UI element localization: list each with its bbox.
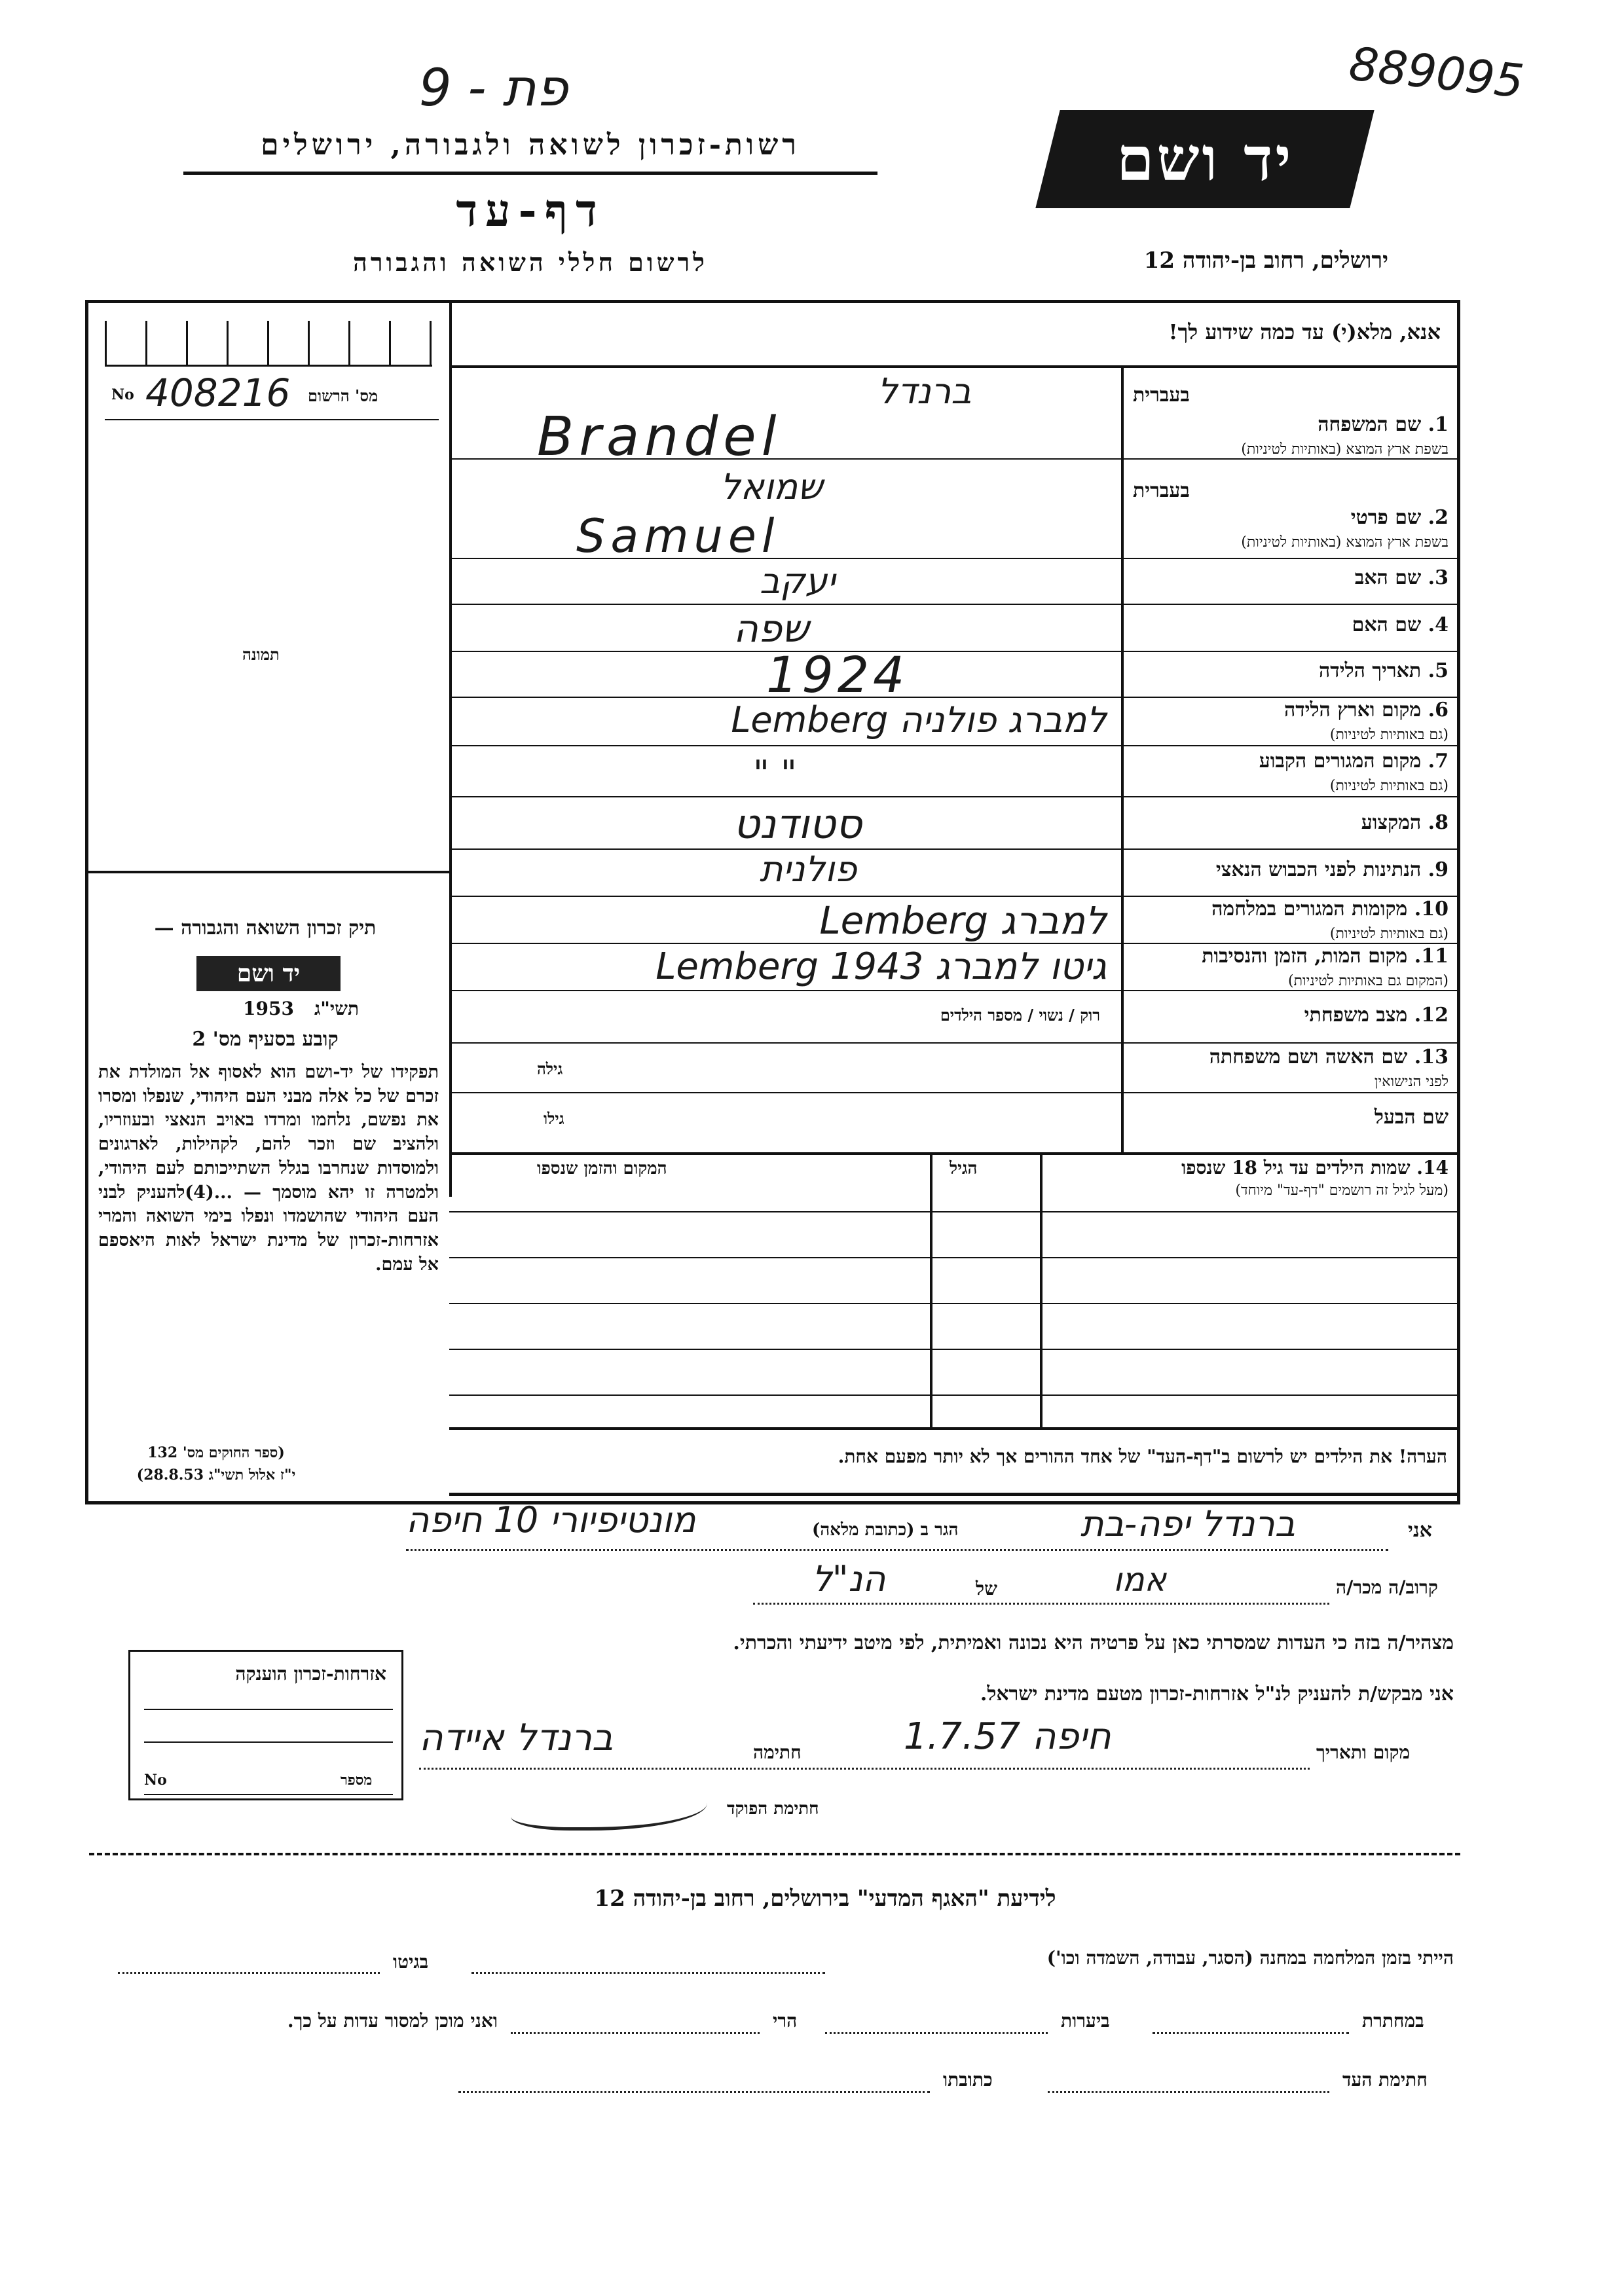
signature-label: חתימה xyxy=(753,1741,802,1763)
footer-line1-dots-a xyxy=(471,1972,825,1974)
sidebar-logo-text: יד ושם xyxy=(236,960,301,987)
declaration-relation[interactable]: אמו xyxy=(1113,1561,1167,1599)
footer-line2-dots-a xyxy=(1153,2032,1349,2034)
footer-mountains: הרי xyxy=(773,2010,798,2032)
instructions: אנא, מלא(י) עד כמה שידוע לך! xyxy=(1168,319,1441,344)
signature-dots xyxy=(419,1768,1310,1770)
yad-vashem-logo xyxy=(1035,110,1374,208)
sidebar-law-source-1: (ספר החוקים מס' 132 xyxy=(147,1444,285,1461)
children-table-bottom xyxy=(449,1427,1460,1430)
field-11-title: מקום המות, הזמן והנסיבות xyxy=(1202,945,1408,968)
husband-label: שם הבעל xyxy=(1374,1106,1449,1129)
instructions-underline xyxy=(449,365,1460,368)
row-sep-9 xyxy=(449,896,1460,897)
clerk-signature-scribble xyxy=(511,1785,707,1831)
field-7-value[interactable]: " " xyxy=(753,753,797,794)
citizenship-box-number-label: מספר xyxy=(341,1772,373,1789)
field-2-title: שם פרטי xyxy=(1350,506,1422,529)
field-13-sub: לפני הנישואין xyxy=(1374,1073,1449,1090)
field-7-num: 7. xyxy=(1428,750,1449,773)
children-col-place: המקום והזמן שנספו xyxy=(537,1159,667,1178)
footer-address-label: כתובתו xyxy=(943,2069,993,2090)
field-13-title: שם האשה ושם משפחתה xyxy=(1209,1046,1408,1068)
field-5-title: תאריך הלידה xyxy=(1319,659,1422,682)
field-14-sub: (מעל לגיל זה רושמים "דף-עד" מיוחד) xyxy=(1235,1182,1449,1199)
field-6-label xyxy=(1126,699,1449,744)
institution-address: ירושלים, רחוב בן-יהודה 12 xyxy=(1143,247,1388,274)
field-11-num: 11. xyxy=(1414,945,1449,968)
field-11-value[interactable]: גיטו למברג 1943 Lemberg xyxy=(655,945,1107,988)
children-line-1 xyxy=(449,1257,1460,1258)
field-13-num: 13. xyxy=(1414,1046,1449,1068)
field-6-sub: (גם באותיות לטיניות) xyxy=(1329,726,1449,743)
field-9-label xyxy=(1126,859,1449,882)
footer-line2-dots-c xyxy=(511,2032,760,2034)
footer-line3-dots-a xyxy=(1048,2091,1329,2093)
field-9-title: הנתינות לפני הכבוש הנאצי xyxy=(1215,858,1422,881)
field-5-label xyxy=(1126,660,1449,683)
sidebar-logo xyxy=(196,956,341,991)
field-7-sub: (גם באותיות לטיניות) xyxy=(1329,777,1449,794)
form-title: דף-עד xyxy=(456,185,605,237)
declaration-line2-label: קרוב/ה מכר/ה xyxy=(1336,1576,1438,1598)
footer-willing: ואני מוכן למסור עדות על כך. xyxy=(287,2010,498,2032)
authority-name: רשות-זכרון לשואה ולגבורה, ירושלים xyxy=(261,128,800,162)
children-note: הערה! את הילדים יש לרשום ב"דף-העד" של אחד ההורים אך לא יותר מפעם אחת. xyxy=(838,1446,1447,1467)
declaration-line1-label: אני xyxy=(1408,1519,1432,1542)
hebrew-tag-2: בעברית xyxy=(1133,479,1190,502)
declaration-line2-of: של xyxy=(976,1578,997,1599)
footer-title: לידיעת "האגף המדעי" בירושלים, רחוב בן-יהודה 12 xyxy=(594,1886,1056,1912)
logo-text: יד ושם xyxy=(1116,124,1294,194)
clerk-signature-label: חתימת הפוקד xyxy=(727,1799,819,1819)
field-1-value-latin[interactable]: Brandel xyxy=(537,406,782,468)
field-12-title: מצב משפחתי xyxy=(1304,1004,1408,1027)
registration-underline xyxy=(105,419,439,420)
footer-line1-dots-b xyxy=(118,1972,380,1974)
field-2-num: 2. xyxy=(1428,506,1449,529)
field-10-title: מקומות המגורים במלחמה xyxy=(1211,898,1408,920)
sidebar-law-text: תפקידו של יד-ושם הוא לאסוף אל המולדת את זכרם של כל אלה מבני העם היהודי, שנפלו ומסרו את נפשם, נלחמו ומרדו באויב הנאצי ובעוזריו, ולהציב שם וזכר להם, לקהילות, לארגונים ולמוסדות שנחרבו בגלל השתייכותם לעם היהודי, ולמטרה זו יהא מוסמך — ...(4)להעניק לבני העם היהודי שהושמדו ונפלו בימי השואה והמרי אזרחות-זכרון של מדינת ישראל לאות היאספם אל עמם. xyxy=(98,1062,439,1275)
field-8-label xyxy=(1126,812,1449,835)
place-date-label: מקום ותאריך xyxy=(1316,1741,1411,1763)
row-sep-3 xyxy=(449,604,1460,605)
label-column-divider xyxy=(1121,367,1124,1152)
registration-label: מס' הרשום xyxy=(308,386,378,405)
field-1-sub: בשפת ארץ המוצא (באותיות לטיניות) xyxy=(1241,441,1449,458)
children-header-sep xyxy=(449,1211,1460,1212)
place-date-value[interactable]: חיפה 1.7.57 xyxy=(904,1715,1111,1758)
row-sep-6 xyxy=(449,745,1460,746)
declaration-name[interactable]: ברנדל יפה-בת xyxy=(1080,1503,1295,1544)
citizenship-box-title: אזרחות-זכרון הוענקה xyxy=(235,1663,386,1685)
citizenship-box-line-3 xyxy=(144,1794,393,1795)
sidebar-law-source-2: י"ז אלול תשי"ג 28.8.53) xyxy=(136,1467,296,1484)
row-sep-7 xyxy=(449,796,1460,797)
authority-underline xyxy=(183,172,877,175)
field-1-value-hebrew[interactable]: ברנדל xyxy=(877,371,972,412)
field-11-sub: (המקום גם באותיות לטיניות) xyxy=(1288,972,1449,989)
citizenship-box-line-1 xyxy=(144,1709,393,1710)
field-5-num: 5. xyxy=(1428,659,1449,682)
citizenship-box-no: No xyxy=(144,1772,167,1789)
row-sep-5 xyxy=(449,697,1460,698)
field-2-value-latin[interactable]: Samuel xyxy=(576,509,780,563)
field-7-title: מקום המגורים הקבוע xyxy=(1259,750,1422,773)
field-8-value[interactable]: סטודנט xyxy=(733,800,862,848)
field-14-label xyxy=(1048,1157,1449,1199)
field-2-sub: בשפת ארץ המוצא (באותיות לטיניות) xyxy=(1241,534,1449,551)
field-9-num: 9. xyxy=(1428,858,1449,881)
field-2-label xyxy=(1126,507,1449,552)
children-line-2 xyxy=(449,1303,1460,1304)
photo-bottom-border xyxy=(85,871,449,873)
children-line-3 xyxy=(449,1349,1460,1350)
husband-age-label: גילו xyxy=(544,1109,564,1128)
field-7-label xyxy=(1126,750,1449,795)
footer-line1-end: בגיטו xyxy=(393,1951,429,1973)
field-2-value-hebrew[interactable]: שמואל xyxy=(720,466,823,507)
field-9-value[interactable]: פולנית xyxy=(760,848,857,890)
declaration-statement: מצהיר/ה בזה כי העדות שמסרתי כאן על פרטיה היא נכונה ואמיתית, לפי מיטב ידיעתי והכרתי. xyxy=(733,1631,1454,1654)
field-11-label xyxy=(1126,945,1449,991)
children-col-div-1 xyxy=(1040,1152,1043,1427)
field-5-value[interactable]: 1924 xyxy=(766,646,909,704)
footer-witness-signature: חתימת העד xyxy=(1342,2069,1428,2090)
field-10-label xyxy=(1126,898,1449,943)
field-1-title: שם המשפחה xyxy=(1318,413,1422,436)
footer-line1-start: הייתי בזמן המלחמה במחנה (הסגר, עבודה, השמדה וכו') xyxy=(1046,1947,1454,1969)
declaration-address[interactable]: מונטיפיורי 10 חיפה xyxy=(406,1499,696,1540)
field-10-value[interactable]: למברג Lemberg xyxy=(819,898,1107,943)
sidebar-archive-title: תיק זכרון השואה והגבורה — xyxy=(154,917,377,939)
field-4-label xyxy=(1126,614,1449,637)
form-subtitle: לרשום חללי השואה והגבורה xyxy=(353,247,708,277)
field-6-value[interactable]: למברג פולניה Lemberg xyxy=(731,699,1107,740)
form-box-bottom xyxy=(449,1493,1460,1496)
field-6-num: 6. xyxy=(1428,699,1449,721)
field-14-num: 14. xyxy=(1416,1157,1449,1178)
field-3-title: שם האב xyxy=(1354,566,1422,589)
registration-tick-box xyxy=(105,321,432,367)
footer-line3-dots-b xyxy=(458,2091,930,2093)
field-1-num: 1. xyxy=(1428,413,1449,436)
field-10-sub: (גם באותיות לטיניות) xyxy=(1329,925,1449,942)
handwritten-file-code: פת - 9 xyxy=(419,59,568,118)
footer-line2-dots-b xyxy=(825,2032,1048,2034)
photo-label: תמונה xyxy=(242,645,280,664)
field-13-age-label: גילה xyxy=(537,1059,563,1078)
declaration-request: אני מבקש/ת להעניק לנ"ל אזרחות-זכרון מטעם מדינת ישראל. xyxy=(980,1683,1454,1705)
field-3-label xyxy=(1126,567,1449,590)
declaration-line2-dots xyxy=(753,1603,1329,1605)
field-4-num: 4. xyxy=(1428,613,1449,636)
citizenship-box-line-2 xyxy=(144,1741,393,1743)
declaration-relative-name[interactable]: הנ"ל xyxy=(812,1558,886,1599)
registration-no-label: No xyxy=(111,386,134,403)
row-sep-4 xyxy=(449,651,1460,652)
sidebar-divider xyxy=(449,300,452,1197)
field-6-title: מקום וארץ הלידה xyxy=(1283,699,1422,721)
children-col-div-2 xyxy=(930,1152,932,1427)
registration-number[interactable]: 408216 xyxy=(145,371,291,415)
field-12-num: 12. xyxy=(1414,1004,1449,1027)
record-number: 889095 xyxy=(1346,37,1526,109)
row-sep-8 xyxy=(449,848,1460,850)
sidebar-year: 1953 xyxy=(243,998,294,1019)
field-4-title: שם האם xyxy=(1352,613,1422,636)
row-sep-13 xyxy=(449,1092,1460,1093)
field-3-num: 3. xyxy=(1428,566,1449,589)
sidebar-law-ref: קובע בסעיף מס' 2 xyxy=(192,1028,339,1051)
field-12-options[interactable]: רוק / נשוי / מספר הילדים xyxy=(940,1006,1100,1025)
footer-partisans: במחתרת xyxy=(1362,2010,1424,2032)
children-line-4 xyxy=(449,1394,1460,1396)
field-4-value[interactable]: שפה xyxy=(733,606,809,651)
hebrew-tag-1: בעברית xyxy=(1133,384,1190,407)
field-13-label xyxy=(1126,1046,1449,1091)
row-sep-12 xyxy=(449,1042,1460,1044)
field-14-title: שמות הילדים עד גיל 18 שנספו xyxy=(1181,1157,1411,1178)
field-1-label xyxy=(1126,414,1449,459)
field-12-label xyxy=(1126,1004,1449,1027)
sidebar-year-hebrew: תשי"ג xyxy=(314,998,360,1019)
children-col-age: הגיל xyxy=(950,1159,978,1178)
row-sep-14 xyxy=(449,1152,1460,1155)
field-3-value[interactable]: יעקב xyxy=(760,560,836,602)
footer-forests: ביערות xyxy=(1061,2010,1110,2032)
signature-value[interactable]: ברנדל איידה xyxy=(419,1717,614,1759)
field-8-num: 8. xyxy=(1428,811,1449,834)
declaration-line1-mid: הגר ב (כתובת מלאה) xyxy=(812,1520,959,1540)
field-10-num: 10. xyxy=(1414,898,1449,920)
field-8-title: המקצוע xyxy=(1361,811,1422,834)
declaration-line1-dots xyxy=(406,1549,1388,1551)
